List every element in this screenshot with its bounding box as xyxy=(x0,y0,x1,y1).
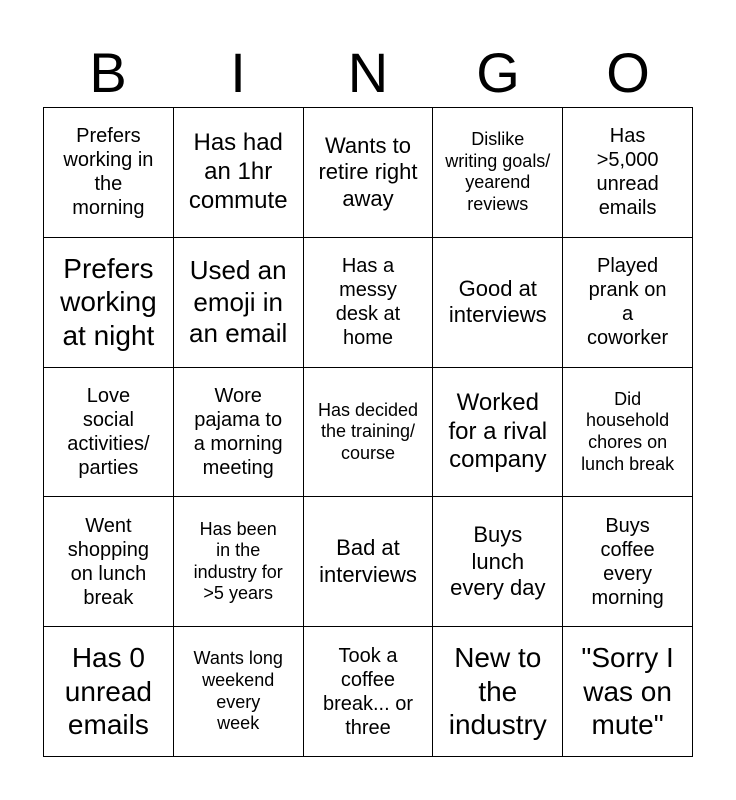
bingo-card-grid xyxy=(43,107,693,757)
bingo-cell[interactable]: Buys coffee every morning xyxy=(563,497,693,627)
bingo-cell[interactable]: Dislike writing goals/ yearend reviews xyxy=(433,108,563,238)
bingo-cell[interactable]: Love social activities/ parties xyxy=(44,368,174,498)
bingo-cell[interactable]: Worked for a rival company xyxy=(433,368,563,498)
bingo-cell[interactable]: Prefers working in the morning xyxy=(44,108,174,238)
bingo-cell[interactable]: Prefers working at night xyxy=(44,238,174,368)
bingo-cell[interactable]: Has >5,000 unread emails xyxy=(563,108,693,238)
bingo-cell[interactable]: New to the industry xyxy=(433,627,563,757)
bingo-cell[interactable]: Wore pajama to a morning meeting xyxy=(174,368,304,498)
bingo-cell[interactable]: Bad at interviews xyxy=(304,497,434,627)
bingo-header xyxy=(43,40,693,106)
bingo-cell[interactable]: Has had an 1hr commute xyxy=(174,108,304,238)
header-letter-i: I xyxy=(230,41,246,104)
bingo-cell[interactable]: Has a messy desk at home xyxy=(304,238,434,368)
bingo-cell[interactable]: Wants long weekend every week xyxy=(174,627,304,757)
bingo-cell[interactable]: Has been in the industry for >5 years xyxy=(174,497,304,627)
header-letter-n: N xyxy=(347,41,389,104)
bingo-cell[interactable]: Has 0 unread emails xyxy=(44,627,174,757)
header-letter-o: O xyxy=(606,41,650,104)
bingo-cell[interactable]: Used an emoji in an email xyxy=(174,238,304,368)
bingo-cell[interactable]: Did household chores on lunch break xyxy=(563,368,693,498)
header-letter-g: G xyxy=(476,41,520,104)
bingo-cell[interactable]: Good at interviews xyxy=(433,238,563,368)
bingo-cell[interactable]: Has decided the training/ course xyxy=(304,368,434,498)
bingo-cell[interactable]: "Sorry I was on mute" xyxy=(563,627,693,757)
bingo-cell[interactable]: Took a coffee break... or three xyxy=(304,627,434,757)
bingo-cell[interactable]: Wants to retire right away xyxy=(304,108,434,238)
bingo-cell[interactable]: Played prank on a coworker xyxy=(563,238,693,368)
bingo-cell[interactable]: Buys lunch every day xyxy=(433,497,563,627)
header-letter-b: B xyxy=(89,41,127,104)
bingo-cell[interactable]: Went shopping on lunch break xyxy=(44,497,174,627)
